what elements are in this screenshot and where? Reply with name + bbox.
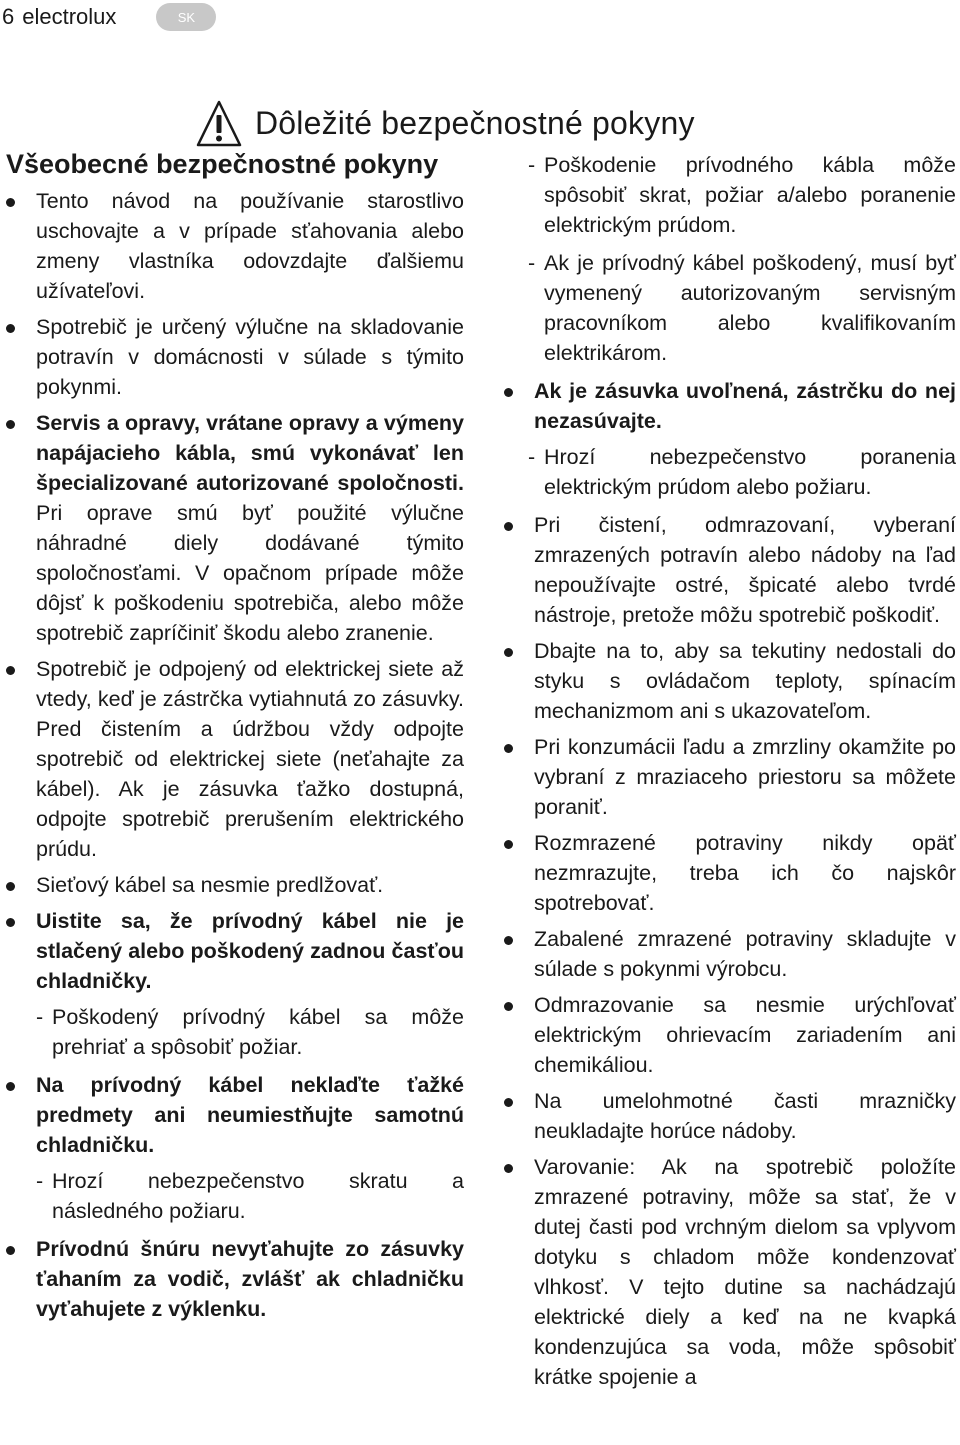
bullet <box>6 918 15 927</box>
sub-item <box>504 150 956 240</box>
list-item <box>504 1152 956 1392</box>
item-text: Rozmrazené potraviny nikdy opäť nezmrazujte, treba ich čo najskôr spotrebovať. <box>534 831 956 915</box>
item-bold-text: Prívodnú šnúru nevyťahujte zo zásuvky ťahaním za vodič, zvlášť ak chladničku vyťahujete z výklenku. <box>36 1237 464 1321</box>
item-bold-text: Na prívodný kábel neklaďte ťažké predmety ani neumiestňujte samotnú chladničku. <box>36 1073 464 1157</box>
bullet <box>504 648 513 657</box>
list-item <box>6 1070 464 1160</box>
brand-name: electrolux <box>22 4 117 29</box>
list-item <box>6 408 464 648</box>
bullet <box>6 324 15 333</box>
sub-item-text: Poškodenie prívodného kábla môže spôsobiť skrat, požiar a/alebo poranenie elektrickým prúdom. <box>544 153 956 237</box>
page-title: Dôležité bezpečnostné pokyny <box>255 105 695 142</box>
bullet <box>6 1082 15 1091</box>
bullet <box>504 840 513 849</box>
list-item <box>6 1234 464 1324</box>
bullet <box>6 882 15 891</box>
item-text: Sieťový kábel sa nesmie predlžovať. <box>36 873 384 897</box>
list-item <box>504 732 956 822</box>
bullet <box>504 522 513 531</box>
item-text: Pri oprave smú byť použité výlučne náhradné diely dodávané týmito spoločnosťami. V opačnom prípade môže dôjsť k poškodeniu spotrebiča, alebo môže spotrebič zapríčiniť škodu alebo zranenie. <box>36 501 464 645</box>
list-item <box>6 870 464 900</box>
list-item <box>504 924 956 984</box>
sub-item-text: Hrozí nebezpečenstvo poranenia elektrickým prúdom alebo požiaru. <box>544 445 956 499</box>
item-text: Pri konzumácii ľadu a zmrzliny okamžite po vybraní z mraziaceho priestoru sa môžete poraniť. <box>534 735 956 819</box>
list-item <box>504 510 956 630</box>
list-item <box>504 636 956 726</box>
warning-triangle-icon <box>195 99 243 149</box>
bullet <box>6 420 15 429</box>
bullet <box>504 1002 513 1011</box>
sub-item <box>504 442 956 502</box>
list-item <box>504 990 956 1080</box>
left-column <box>6 146 464 1330</box>
section-heading: Všeobecné bezpečnostné pokyny <box>6 149 439 179</box>
item-bold-text: Uistite sa, že prívodný kábel nie je stlačený alebo poškodený zadnou časťou chladničky. <box>36 909 464 993</box>
bullet <box>504 1164 513 1173</box>
item-text: Tento návod na používanie starostlivo uschovajte a v prípade sťahovania alebo zmeny vlastníka odovzdajte ďalšiemu užívateľovi. <box>36 189 464 303</box>
page-header <box>2 2 216 32</box>
list-item <box>504 1086 956 1146</box>
bullet <box>504 936 513 945</box>
sub-item <box>6 1166 464 1226</box>
bullet <box>6 1246 15 1255</box>
item-text: Odmrazovanie sa nesmie urýchľovať elektrickým ohrievacím zariadením ani chemikáliou. <box>534 993 956 1077</box>
dash-marker: - <box>528 445 536 469</box>
dash-marker: - <box>36 1169 44 1193</box>
page-number: 6 <box>2 4 15 29</box>
dash-marker: - <box>528 153 536 177</box>
item-text: Spotrebič je určený výlučne na skladovanie potravín v domácnosti v súlade s týmito pokynmi. <box>36 315 464 399</box>
bullet <box>504 1098 513 1107</box>
item-text: Na umelohmotné časti mrazničky neukladajte horúce nádoby. <box>534 1089 956 1143</box>
item-text: Varovanie: Ak na spotrebič položíte zmrazené potraviny, môže sa stať, že v dutej časti pod vrchným dielom sa vplyvom dotyku s chladom môže kondenzovať vlhkosť. V tejto dutine sa nachádzajú elektrické diely a keď na ne kvapká kondenzujúca sa voda, môže spôsobiť krátke spojenie a <box>534 1155 956 1389</box>
language-badge: SK <box>156 3 216 31</box>
bullet <box>6 198 15 207</box>
dash-marker: - <box>528 251 536 275</box>
item-text: Zabalené zmrazené potraviny skladujte v súlade s pokynmi výrobcu. <box>534 927 956 981</box>
bullet <box>6 666 15 675</box>
list-item <box>6 186 464 306</box>
list-item <box>504 828 956 918</box>
list-item <box>504 376 956 436</box>
list-item <box>6 906 464 996</box>
item-text: Spotrebič je odpojený od elektrickej siete až vtedy, keď je zástrčka vytiahnutá zo zásuvky. Pred čistením a údržbou vždy odpojte spotrebič od elektrickej siete (neťahajte za kábel). Ak je zásuvka ťažko dostupná, odpojte spotrebič prerušením elektrického prúdu. <box>36 657 464 861</box>
list-item <box>6 312 464 402</box>
sub-item <box>504 248 956 368</box>
item-text: Pri čistení, odmrazovaní, vyberaní zmrazených potravín alebo nádoby na ľad nepoužívajte ostré, špicaté alebo tvrdé nástroje, pretože môžu spotrebič poškodiť. <box>534 513 956 627</box>
list-item <box>6 654 464 864</box>
sub-item-text: Ak je prívodný kábel poškodený, musí byť vymenený autorizovaným servisným pracovníkom alebo kvalifikovaním elektrikárom. <box>544 251 956 365</box>
sub-item-text: Hrozí nebezpečenstvo skratu a následného požiaru. <box>52 1169 464 1223</box>
bullet <box>504 744 513 753</box>
bullet <box>504 388 513 397</box>
item-text: Dbajte na to, aby sa tekutiny nedostali do styku s ovládačom teploty, spínacím mechanizmom ani s ukazovateľom. <box>534 639 956 723</box>
dash-marker: - <box>36 1005 44 1029</box>
sub-item <box>6 1002 464 1062</box>
sub-item-text: Poškodený prívodný kábel sa môže prehriať a spôsobiť požiar. <box>52 1005 464 1059</box>
right-column <box>504 148 956 1398</box>
item-bold-text: Ak je zásuvka uvoľnená, zástrčku do nej nezasúvajte. <box>534 379 956 433</box>
item-bold-text: Servis a opravy, vrátane opravy a výmeny napájacieho kábla, smú vykonávať len špecializované autorizované spoločnosti. <box>36 411 464 495</box>
